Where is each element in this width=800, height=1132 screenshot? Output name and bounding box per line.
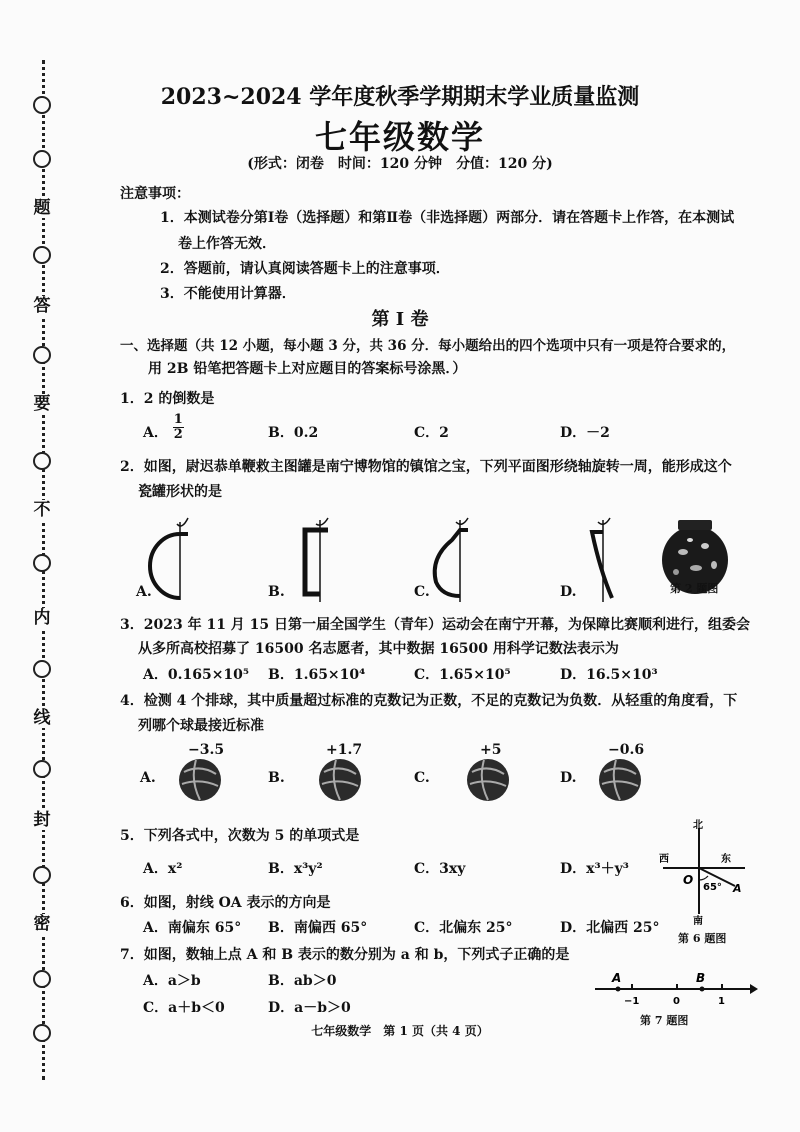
q1-fraction-numerator: 1 [173,411,183,427]
binding-ring [33,660,51,678]
q3-option-b: B．1.65×10⁴ [268,667,366,683]
q7-option-c: C．a＋b＜0 [143,1000,225,1016]
q4-value-a: −3.5 [188,742,225,758]
q7-label-a: A [612,971,622,985]
q7-tick-1: 1 [718,996,725,1007]
volleyball-b [319,759,361,801]
q7-option-d: D．a－b＞0 [268,1000,351,1016]
q4-option-d: D. [560,770,577,786]
q7-tick-0: 0 [673,996,680,1007]
q1-option-d: D．－2 [560,425,610,441]
volleyball-d [599,759,641,801]
q4-value-d: −0.6 [608,742,645,758]
binding-char: 不 [30,500,54,520]
binding-ring [33,246,51,264]
q4-stem: 4．检测 4 个排球，其中质量超过标准的克数记为正数，不足的克数记为负数．从轻重的角度看，下 [120,693,738,709]
q6-label-point: A [733,882,742,895]
q4-value-b: +1.7 [326,742,363,758]
q5-option-d: D．x³＋y³ [560,861,629,877]
notes-item: 卷上作答无效． [178,236,276,252]
q6-option-d: D．北偏西 25° [560,920,660,936]
q6-option-a: A．南偏东 65° [143,920,242,936]
q6-label-north: 北 [693,820,703,831]
q4-option-b: B. [268,770,285,786]
binding-ring [33,346,51,364]
q1-option-a-label: A． [143,425,168,441]
q1-option-c: C．2 [414,425,449,441]
q6-label-origin: O [683,873,694,887]
q2-stem: 2．如图，尉迟恭单鞭救主图罐是南宁博物馆的镇馆之宝，下列平面图形绕轴旋转一周，能形成这个 [120,459,732,475]
q7-number-line [590,968,760,1008]
q7-label-b: B [696,971,706,985]
q2-option-a: A. [136,584,152,600]
q5-stem: 5．下列各式中，次数为 5 的单项式是 [120,828,360,844]
q1-option-a [143,411,184,442]
q6-label-angle: 65° [703,882,722,893]
binding-ring [33,452,51,470]
binding-char: 题 [30,198,54,218]
q7-option-a: A．a＞b [143,973,201,989]
binding-char: 密 [30,914,54,934]
q4-option-c: C. [414,770,430,786]
q2-shape-a [150,518,188,600]
q5-option-a: A．x² [143,861,183,877]
notes-item: 3．不能使用计算器． [160,286,296,302]
q5-option-c: C．3xy [414,861,466,877]
binding-char: 答 [30,296,54,316]
q7-stem: 7．如图，数轴上点 A 和 B 表示的数分别为 a 和 b，下列式子正确的是 [120,947,570,963]
binding-margin [28,60,58,1080]
binding-char: 内 [30,608,54,628]
q3-stem-cont: 从多所高校招募了 16500 名志愿者，其中数据 16500 用科学记数法表示为 [138,641,619,657]
q5-option-b: B．x³y² [268,861,323,877]
q1-fraction-denominator: 2 [173,426,183,442]
binding-ring [33,760,51,778]
q6-option-c: C．北偏东 25° [414,920,513,936]
q3-option-c: C．1.65×10⁵ [414,667,511,683]
volleyball-a [179,759,221,801]
subject-title: 七年级数学 [314,118,485,156]
q6-compass-figure [655,818,765,928]
q2-option-b: B. [268,584,285,600]
q1-stem: 1．2 的倒数是 [120,391,215,407]
q3-option-d: D．16.5×10³ [560,667,658,683]
q2-option-c: C. [414,584,430,600]
q4-balls [170,758,650,808]
q2-shape-c [435,518,468,602]
binding-char: 线 [30,708,54,728]
q6-option-b: B．南偏西 65° [268,920,368,936]
notes-item: 2．答题前，请认真阅读答题卡上的注意事项． [160,261,450,277]
q7-option-b: B．ab＞0 [268,973,337,989]
q4-option-a: A. [140,770,156,786]
section-instruction: 一、选择题（共 12 小题，每小题 3 分，共 36 分．每小题给出的四个选项中只有一项是符合要求的， [120,338,736,354]
volleyball-c [467,759,509,801]
q7-caption: 第 7 题图 [640,1014,689,1027]
q6-caption: 第 6 题图 [678,932,727,945]
q2-shape-d [592,518,612,602]
section-instruction: 用 2B 铅笔把答题卡上对应题目的答案标号涂黑．） [148,361,467,377]
exam-title: 2023~2024 学年度秋季学期期末学业质量监测 [160,84,640,110]
q3-option-a: A．0.165×10⁵ [143,667,250,683]
notes-heading: 注意事项： [120,186,190,202]
binding-ring [33,554,51,572]
binding-char: 封 [30,810,54,830]
binding-char: 要 [30,394,54,414]
notes-item: 1．本测试卷分第Ⅰ卷（选择题）和第Ⅱ卷（非选择题）两部分．请在答题卡上作答，在本测试 [160,210,735,226]
q7-tick-neg1: −1 [624,996,640,1007]
q2-shape-b [305,518,328,602]
q6-label-west: 西 [659,854,669,865]
q6-stem: 6．如图，射线 OA 表示的方向是 [120,895,331,911]
q2-option-d: D. [560,584,577,600]
binding-ring [33,866,51,884]
exam-info: (形式：闭卷 时间：120 分钟 分值：120 分) [247,156,553,172]
q6-label-south: 南 [693,916,703,927]
q4-value-c: +5 [480,742,502,758]
page-footer: 七年级数学 第 1 页（共 4 页） [311,1024,489,1038]
q2-caption: 第 2 题图 [670,582,719,595]
q2-stem-cont: 瓷罐形状的是 [138,484,222,500]
q3-stem: 3．2023 年 11 月 15 日第一届全国学生（青年）运动会在南宁开幕，为保障比赛顺利进行，组委会 [120,617,751,633]
binding-ring [33,970,51,988]
q6-label-east: 东 [721,854,731,865]
q1-option-b: B．0.2 [268,425,319,441]
section-title: 第 Ⅰ 卷 [371,309,429,330]
q4-stem-cont: 列哪个球最接近标准 [138,718,264,734]
